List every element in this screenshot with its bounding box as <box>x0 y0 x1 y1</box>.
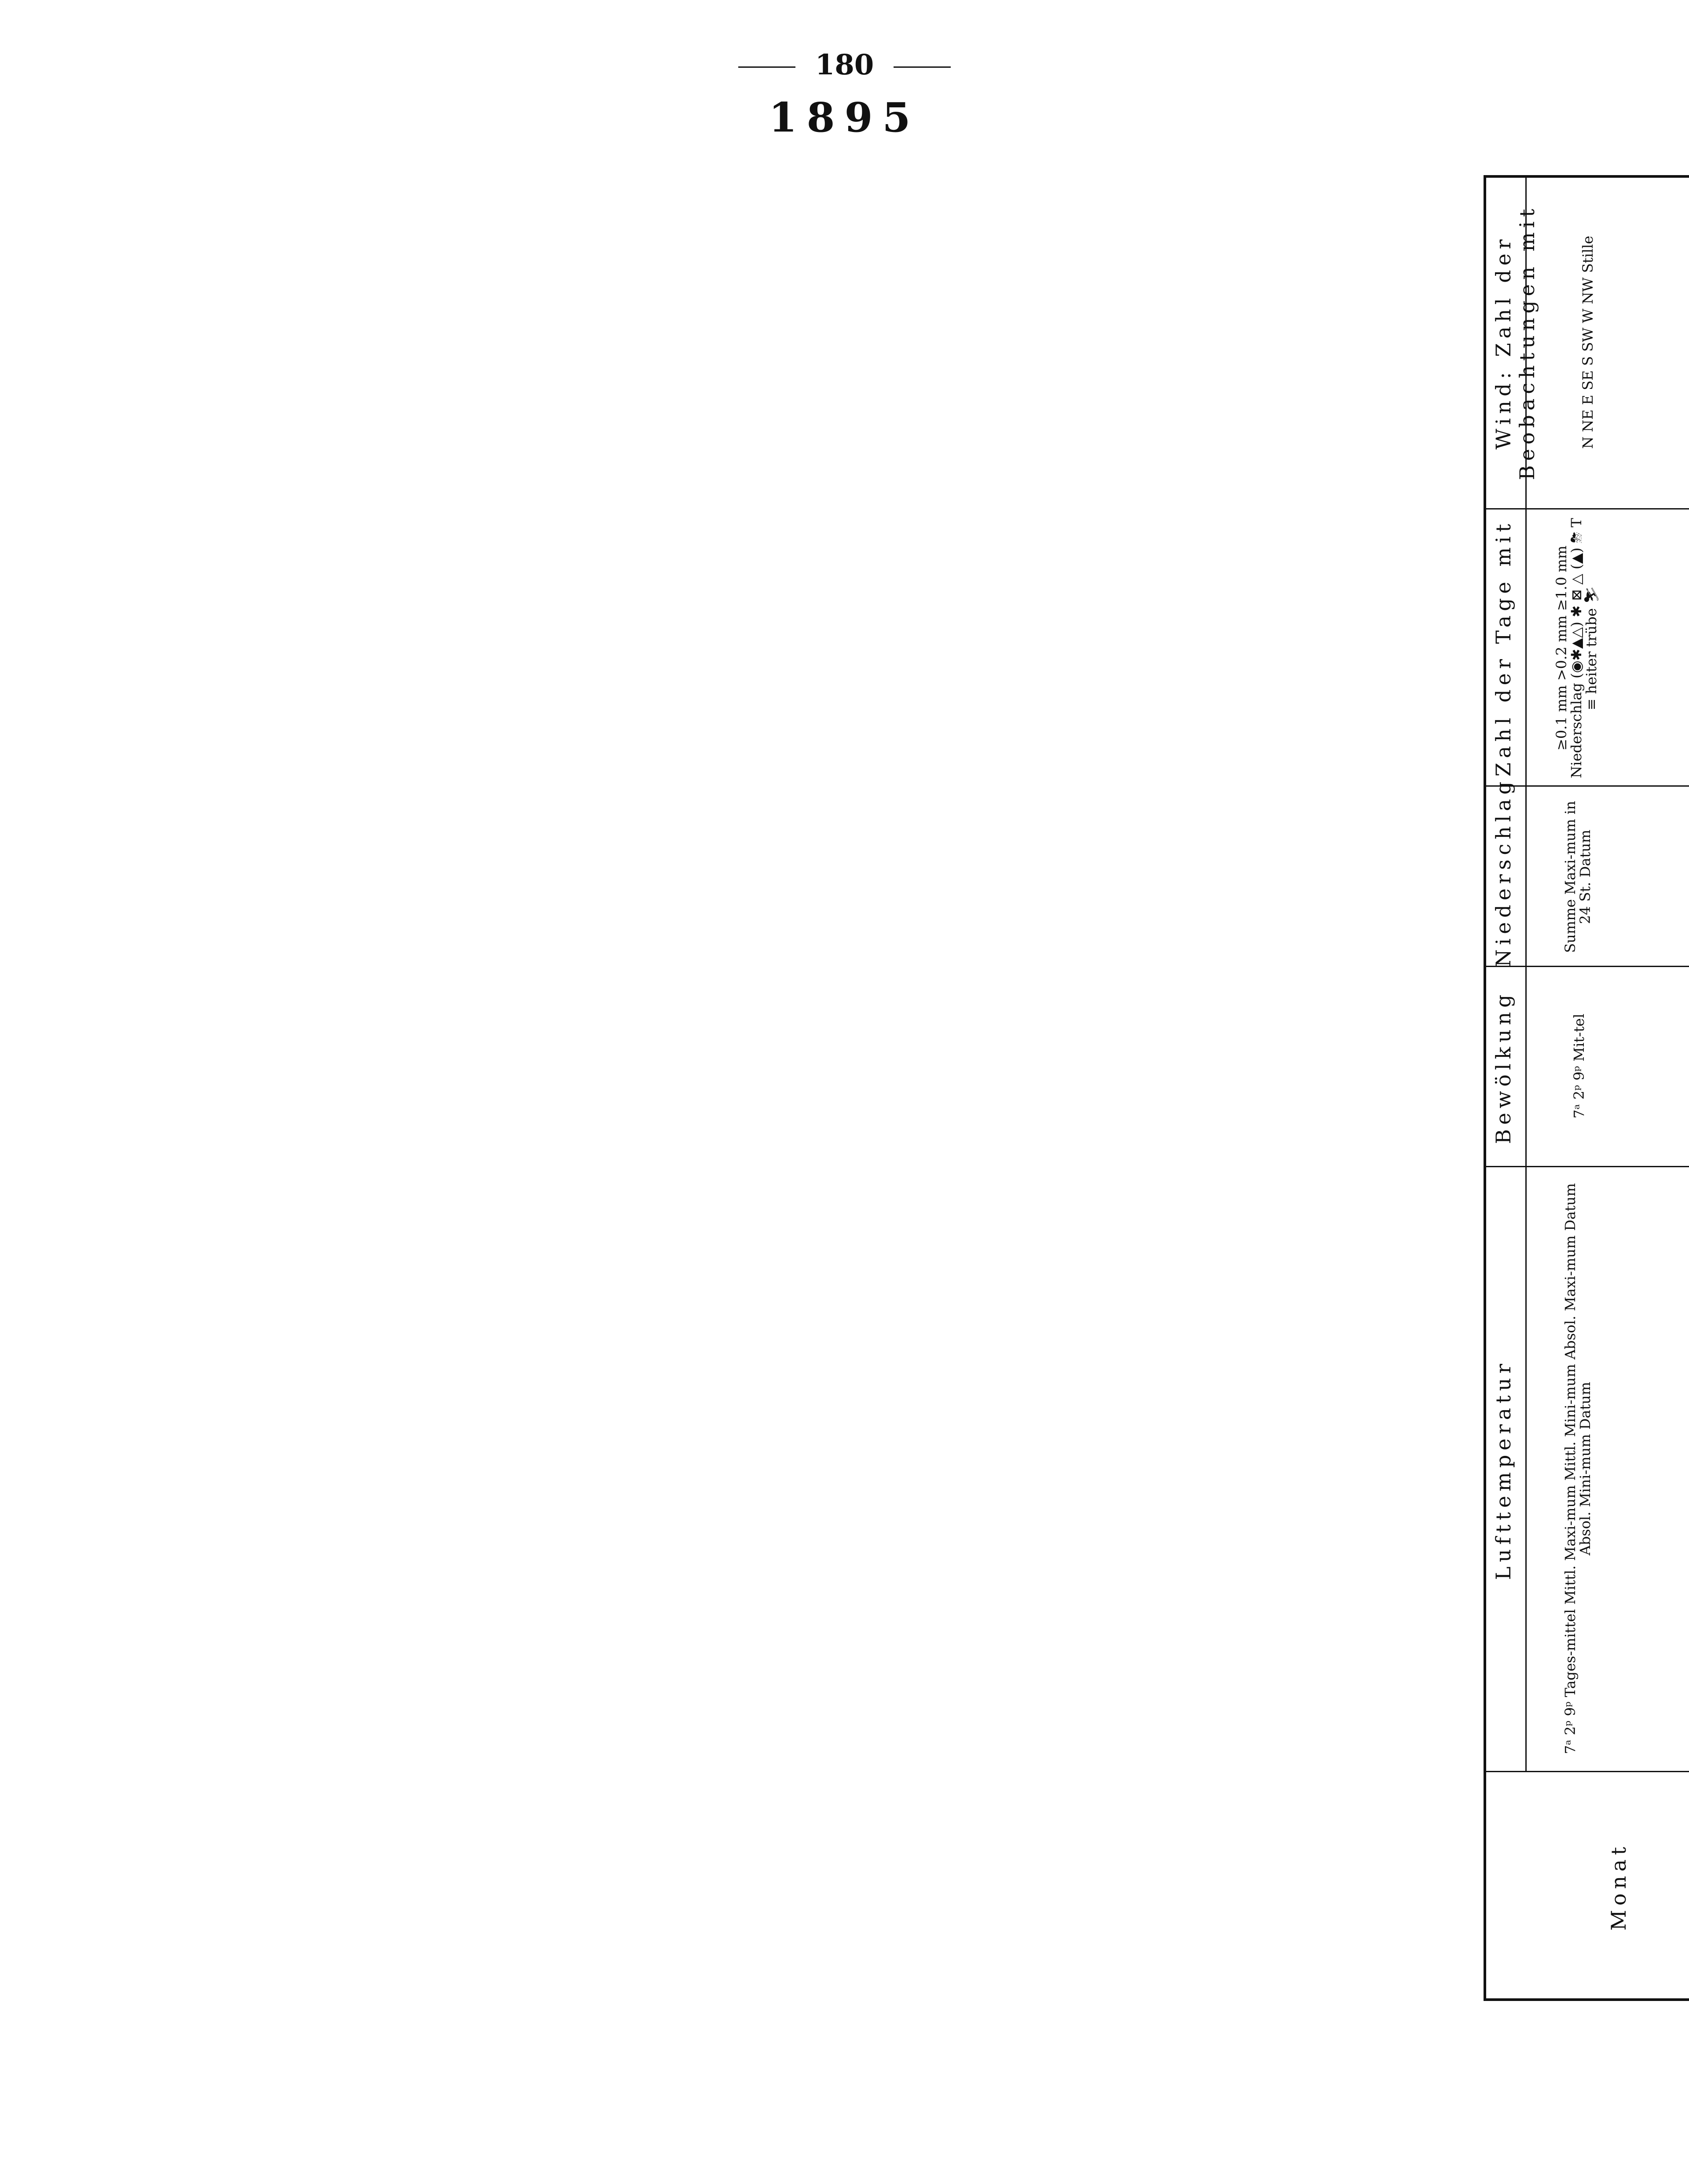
year-heading: 1895 <box>769 94 920 141</box>
bewoelkung-header: Bewölkung <box>1491 990 1515 1144</box>
page-header <box>0 48 1689 141</box>
lufttemperatur-header: Lufttemperatur <box>1491 1359 1515 1580</box>
tage-subheaders: ≥0.1 mm >0.2 mm ≥1.0 mm Niederschlag (◉✱▲△) ✱ ⊠ △ (▲) ⛈ T ≡ heiter trübe ⛷ <box>1553 518 1600 778</box>
bewoelkung-subheaders: 7ᵃ 2ᵖ 9ᵖ Mit-tel <box>1571 1013 1587 1119</box>
zahl-tage-header: Zahl der Tage mit <box>1491 519 1515 777</box>
temp-subheaders: 7ᵃ 2ᵖ 9ᵖ Tages-mittel Mittl. Maxi-mum Mittl. Mini-mum Absol. Maxi-mum Datum Absol. Mini-mum Datum <box>1562 1183 1594 1754</box>
rotated-table <box>1484 175 1689 2001</box>
wind-subheaders: N NE E SE S SW W NW Stille <box>1579 235 1596 449</box>
niederschlag-header: Niederschlag <box>1491 777 1515 967</box>
niederschlag-subheaders: Summe Maxi-mum in 24 St. Datum <box>1562 801 1594 953</box>
monat-header: Monat <box>1607 1842 1630 1931</box>
wind-header: Wind: Zahl der Beobachtungen mit <box>1491 204 1539 480</box>
page-number: 180 <box>0 48 1689 81</box>
